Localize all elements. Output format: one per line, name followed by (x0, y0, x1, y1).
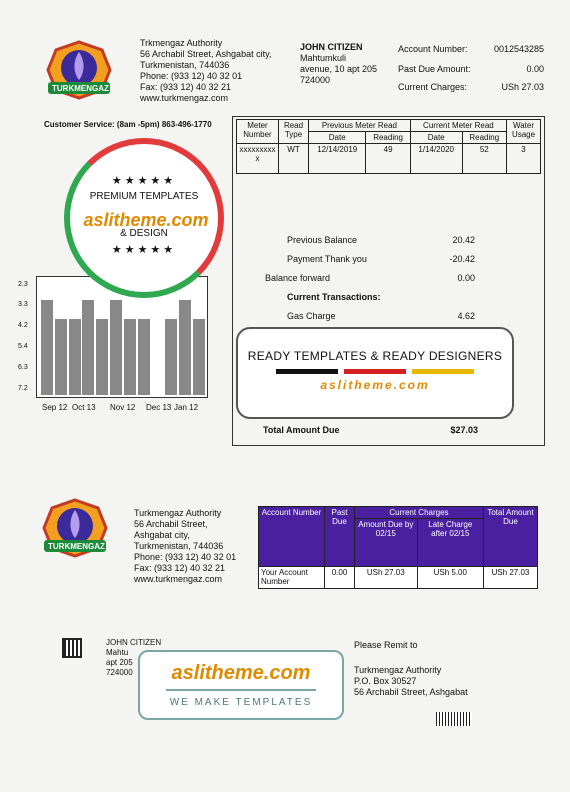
stub-company-phone: Phone: (933 12) 40 32 01 (134, 552, 237, 562)
stub-company-web: www.turkmengaz.com (134, 574, 223, 584)
transactions-label: Current Transactions: (287, 292, 381, 302)
chart-bars (39, 281, 207, 395)
chart-bar (165, 319, 177, 395)
usage-cell: 3 (507, 144, 541, 174)
account-summary (398, 44, 544, 93)
th-read-type: Read Type (279, 120, 309, 144)
y-tick: 4.2 (18, 322, 28, 329)
payment-label: Payment Thank you (287, 254, 367, 264)
chart-bar (124, 319, 136, 395)
company-addr2: Turkmenistan, 744036 (140, 60, 230, 70)
remit-box: P.O. Box 30527 (354, 676, 417, 686)
chart-bar (110, 300, 122, 395)
current-charges-label: Current Charges: (398, 82, 468, 92)
th-past-due: Past Due (325, 507, 355, 567)
th-total-amount: Total Amount Due (483, 507, 537, 567)
stub-total: USh 27.03 (483, 567, 537, 589)
stripe-black (276, 369, 338, 374)
chart-bar (55, 319, 67, 395)
prev-balance-label: Previous Balance (287, 235, 358, 245)
stub-past-due: 0.00 (325, 567, 355, 589)
stub-late-charge: USh 5.00 (417, 567, 483, 589)
stub-wm-brand: aslitheme.com (171, 662, 311, 684)
wm-stars-bottom: ★★★★★ (111, 244, 177, 256)
past-due-label: Past Due Amount: (398, 64, 471, 74)
stub-customer-line1: Mahtu (106, 648, 129, 657)
customer-address (300, 42, 377, 86)
company-addr1: 56 Archabil Street, Ashgabat city, (140, 49, 272, 59)
y-tick: 3.3 (18, 301, 28, 308)
company-web: www.turkmengaz.com (140, 93, 229, 103)
account-number: 0012543285 (493, 44, 544, 54)
company-name: Trkmengaz Authority (140, 38, 223, 48)
chart-bar (82, 300, 94, 395)
stub-table (258, 506, 538, 589)
company-fax: Fax: (933 12) 40 32 21 (140, 82, 232, 92)
balance-forward: 0.00 (457, 273, 475, 283)
flag-stripes (238, 369, 512, 374)
qr-code-icon (62, 638, 82, 658)
wm-line1: PREMIUM TEMPLATES (89, 191, 199, 202)
watermark-stub (138, 650, 344, 720)
x-tick: Nov 12 (110, 403, 136, 412)
x-tick: Jan 12 (174, 403, 199, 412)
watermark-ready (236, 327, 514, 419)
stub-customer-name: JOHN CITIZEN (106, 638, 162, 647)
x-tick: Dec 13 (146, 403, 172, 412)
prev-balance: 20.42 (452, 235, 475, 245)
stub-company-addr1: 56 Archabil Street, (134, 519, 208, 529)
x-axis (42, 403, 212, 413)
chart-bar (179, 300, 191, 395)
stub-logo (40, 498, 110, 560)
company-address (140, 38, 271, 104)
stub-company-addr3: Turkmenistan, 744036 (134, 541, 224, 551)
th-curr-reading: Reading (462, 132, 506, 144)
stub-company-addr2: Ashgabat city, (134, 530, 190, 540)
y-tick: 2.3 (18, 281, 28, 288)
th-late-charge: Late Charge after 02/15 (417, 519, 483, 567)
y-tick: 5.4 (18, 343, 28, 350)
th-current-charges: Current Charges (355, 507, 484, 519)
logo-text: TURKMENGAZ (52, 84, 109, 93)
total-due-label: Total Amount Due (263, 425, 340, 435)
stub-company-name: Turkmengaz Authority (134, 508, 222, 518)
stripe-gold (412, 369, 474, 374)
chart-bar (138, 319, 150, 395)
stub-customer-line2: apt 205 (106, 658, 133, 667)
remit-addr: 56 Archabil Street, Ashgabat (354, 687, 468, 697)
total-due: $27.03 (450, 425, 478, 435)
remit-block (354, 640, 468, 698)
total-due-row (263, 425, 478, 436)
stub-due-by: USh 27.03 (355, 567, 418, 589)
wm-line2: & DESIGN (120, 228, 168, 239)
stub-company-address (134, 508, 236, 585)
y-tick: 7.2 (18, 385, 28, 392)
th-prev-date: Date (309, 132, 366, 144)
customer-name: JOHN CITIZEN (300, 42, 363, 52)
balance-lines (265, 235, 475, 322)
th-meter-number: Meter Number (237, 120, 279, 144)
stub-wm-wave (166, 689, 316, 693)
chart-bar (41, 300, 53, 395)
customer-service: Customer Service: (8am -5pm) 863-496-1770 (44, 120, 212, 129)
balance-forward-label: Balance forward (265, 273, 331, 283)
prev-reading-cell: 49 (366, 144, 410, 174)
account-number-label: Account Number: (398, 44, 468, 54)
watermark-circle (64, 138, 224, 298)
stub-wm-tag: WE MAKE TEMPLATES (169, 697, 313, 708)
wm-brand: aslitheme.com (83, 210, 209, 230)
th-curr-read: Current Meter Read (410, 120, 506, 132)
customer-line2: avenue, 10 apt 205 (300, 64, 378, 74)
statement-panel (232, 116, 545, 446)
gas-charge-label: Gas Charge (287, 311, 336, 321)
th-curr-date: Date (410, 132, 462, 144)
x-tick: Sep 12 (42, 403, 68, 412)
remit-label: Please Remit to (354, 640, 418, 650)
customer-line3: 724000 (300, 75, 331, 85)
th-water-usage: Water Usage (507, 120, 541, 144)
gas-charge: 4.62 (457, 311, 475, 321)
curr-date-cell: 1/14/2020 (410, 144, 462, 174)
stripe-red (344, 369, 406, 374)
stub-customer-line3: 724000 (106, 668, 133, 677)
ready-title: READY TEMPLATES & READY DESIGNERS (247, 349, 503, 363)
remit-name: Turkmengaz Authority (354, 665, 442, 675)
past-due-amount: 0.00 (526, 64, 544, 74)
meter-table (236, 119, 541, 174)
prev-date-cell: 12/14/2019 (309, 144, 366, 174)
stub-company-fax: Fax: (933 12) 40 32 21 (134, 563, 226, 573)
y-axis (18, 280, 32, 398)
th-due-by: Amount Due by 02/15 (355, 519, 418, 567)
read-type-cell: WT (279, 144, 309, 174)
company-logo (44, 40, 114, 102)
barcode-icon (436, 712, 472, 726)
wm-stars-top: ★★★★★ (111, 175, 177, 187)
chart-bar (69, 319, 81, 395)
y-tick: 6.3 (18, 364, 28, 371)
th-prev-reading: Reading (366, 132, 410, 144)
current-charges: USh 27.03 (501, 82, 544, 92)
ready-brand: aslitheme.com (320, 378, 430, 392)
stub-account-label: Your Account Number (259, 567, 325, 589)
stub-logo-text: TURKMENGAZ (48, 542, 105, 551)
th-account-number: Account Number (259, 507, 325, 567)
company-phone: Phone: (933 12) 40 32 01 (140, 71, 243, 81)
chart-bar (96, 319, 108, 395)
customer-line1: Mahtumkuli (300, 53, 347, 63)
chart-bar (193, 319, 205, 395)
th-prev-read: Previous Meter Read (309, 120, 411, 132)
meter-number-cell: xxxxxxxxx x (237, 144, 279, 174)
payment-amount: -20.42 (449, 254, 475, 264)
x-tick: Oct 13 (72, 403, 96, 412)
curr-reading-cell: 52 (462, 144, 506, 174)
